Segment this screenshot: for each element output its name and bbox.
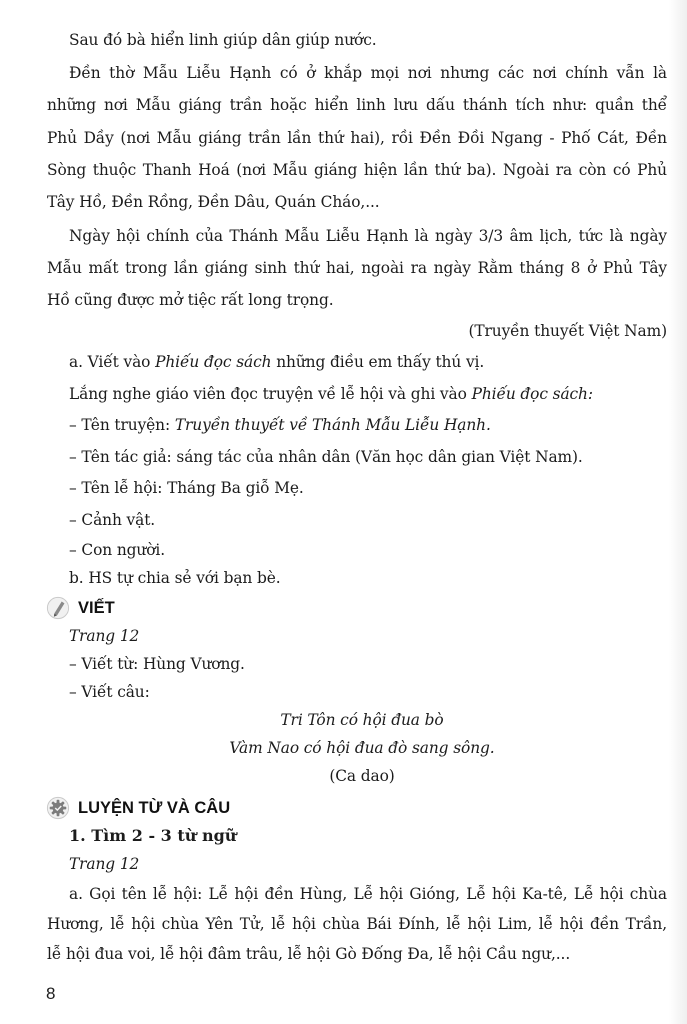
people-line: – Con người.	[69, 541, 165, 559]
paragraph-line: Tây Hồ, Đền Rồng, Đền Dâu, Quán Cháo,...	[47, 193, 380, 211]
listen-italic: Phiếu đọc sách:	[471, 385, 593, 403]
task-a-suffix: những điều em thấy thú vị.	[271, 353, 485, 371]
page-number: 8	[46, 984, 56, 1003]
page-reference: Trang 12	[69, 627, 140, 645]
paragraph-line: Phủ Dầy (nơi Mẫu giáng trần lần thứ hai), rồi Đền Đồi Ngang - Phố Cát, Đền	[47, 129, 667, 147]
story-prefix: – Tên truyện:	[69, 416, 175, 434]
write-word: – Viết từ: Hùng Vương.	[69, 655, 245, 673]
paragraph-line: Đền thờ Mẫu Liễu Hạnh có ở khắp mọi nơi nhưng các nơi chính vẫn là	[69, 64, 667, 82]
section-heading-viet	[46, 596, 115, 620]
task-b: b. HS tự chia sẻ với bạn bè.	[69, 569, 281, 587]
paragraph-line: Ngày hội chính của Thánh Mẫu Liễu Hạnh là ngày 3/3 âm lịch, tức là ngày	[69, 227, 667, 245]
task-a	[69, 352, 667, 372]
festival-line: – Tên lễ hội: Tháng Ba giỗ Mẹ.	[69, 479, 304, 497]
answer-line: lễ hội đua voi, lễ hội đâm trâu, lễ hội Gò Đống Đa, lễ hội Cầu ngư,...	[47, 945, 571, 963]
paragraph-line: Sau đó bà hiển linh giúp dân giúp nước.	[69, 31, 377, 49]
gear-icon	[46, 796, 70, 820]
paragraph-line: Hồ cũng được mở tiệc rất long trọng.	[47, 291, 334, 309]
answer-line: Hương, lễ hội chùa Yên Tử, lễ hội chùa Bái Đính, lễ hội Lim, lễ hội đền Trần,	[47, 915, 667, 933]
task-a-italic: Phiếu đọc sách	[155, 353, 272, 371]
section-heading-luyen-tu-va-cau	[46, 796, 230, 820]
exercise-title: 1. Tìm 2 - 3 từ ngữ	[69, 826, 237, 845]
scenery-line: – Cảnh vật.	[69, 511, 156, 529]
write-sentence: – Viết câu:	[69, 683, 150, 701]
page-reference: Trang 12	[69, 855, 140, 873]
listen-instruction	[69, 384, 667, 404]
paragraph-line: Mẫu mất trong lần giáng sinh thứ hai, ngoài ra ngày Rằm tháng 8 ở Phủ Tây	[47, 259, 667, 277]
story-name	[69, 415, 667, 435]
poem-line: Vàm Nao có hội đua đò sang sông.	[229, 739, 495, 757]
paragraph-line: Sòng thuộc Thanh Hoá (nơi Mẫu giáng hiện lần thứ ba). Ngoài ra còn có Phủ	[47, 161, 667, 179]
source-citation: (Truyền thuyết Việt Nam)	[468, 322, 667, 340]
section-heading-text: VIẾT	[78, 599, 115, 617]
story-italic: Truyền thuyết về Thánh Mẫu Liễu Hạnh.	[174, 416, 491, 434]
section-heading-text: LUYỆN TỪ VÀ CÂU	[78, 799, 231, 817]
task-a-prefix: a. Viết vào	[69, 353, 156, 371]
page-edge-shadow	[669, 0, 687, 1024]
paragraph-line: những nơi Mẫu giáng trần hoặc hiển linh lưu dấu thánh tích như: quần thể	[47, 96, 667, 114]
poem-line: Tri Tôn có hội đua bò	[280, 711, 444, 729]
answer-line: a. Gọi tên lễ hội: Lễ hội đền Hùng, Lễ hội Gióng, Lễ hội Ka-tê, Lễ hội chùa	[69, 885, 667, 903]
pencil-icon	[46, 596, 70, 620]
author-line: – Tên tác giả: sáng tác của nhân dân (Văn học dân gian Việt Nam).	[69, 448, 583, 466]
listen-prefix: Lắng nghe giáo viên đọc truyện về lễ hội và ghi vào	[69, 385, 472, 403]
poem-source: (Ca dao)	[329, 767, 395, 785]
